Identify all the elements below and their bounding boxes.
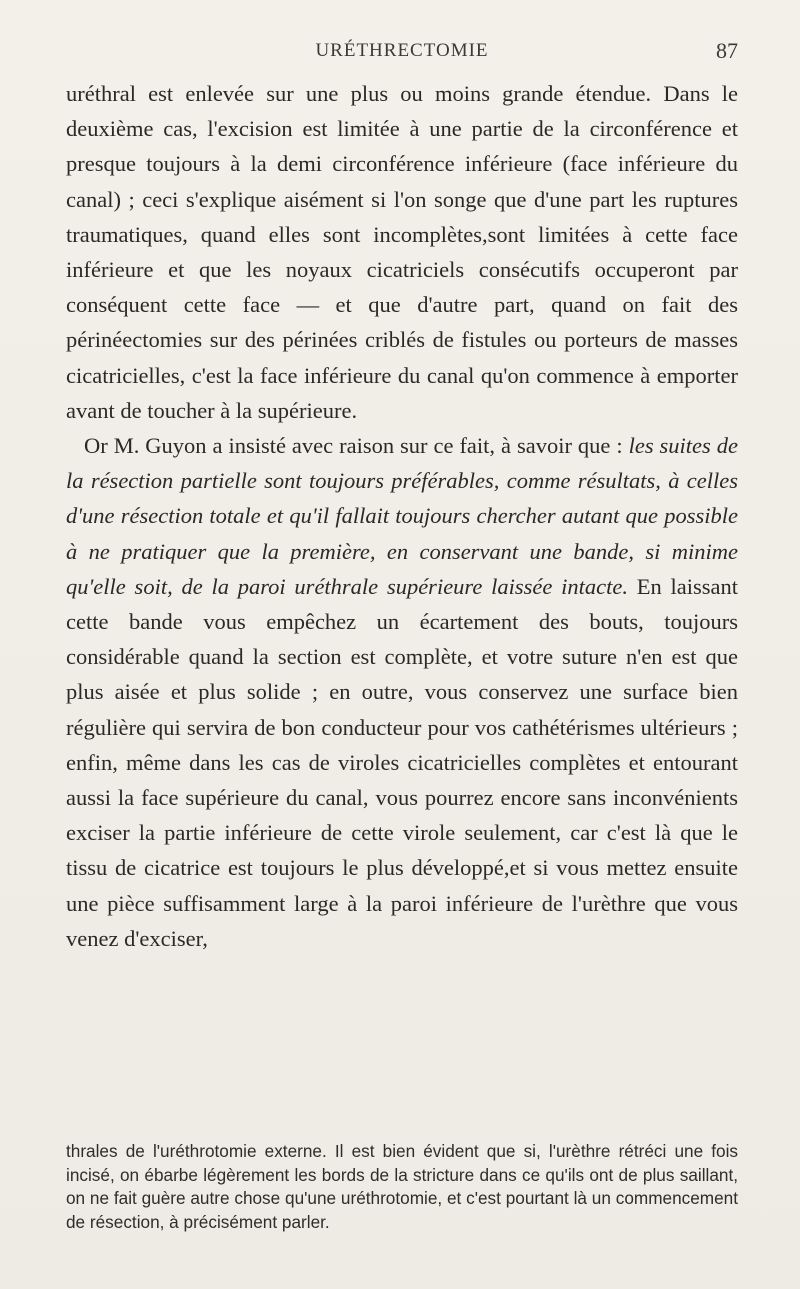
paragraph-2-intro: Or M. Guyon a insisté avec raison sur ce fait, à savoir que :	[84, 433, 629, 459]
paragraph-2	[66, 428, 738, 956]
paragraph-2-italic-quote: les suites de la résection partielle sont toujours préférables, comme résultats, à celles d'une résection totale et qu'il fallait toujours chercher autant que possible à ne pratiquer que la première, en conservant une bande, si minime qu'elle soit, de la paroi uréthrale supérieure laissée intacte.	[66, 433, 738, 599]
main-text	[66, 76, 738, 956]
footnote	[66, 1140, 738, 1234]
paragraph-2-rest: En laissant cette bande vous empêchez un écartement des bouts, toujours considérable quand la section est complète, et votre suture n'en est que plus aisée et plus solide ; en outre, vous conservez une surface bien régulière qui servira de bon conducteur pour vos cathétérismes ultérieurs ; enfin, même dans les cas de viroles cicatricielles complètes et entourant aussi la face supérieure du canal, vous pourrez encore sans inconvénients exciser la partie inférieure de cette virole seulement, car c'est là que le tissu de cicatrice est toujours le plus développé,et si vous mettez ensuite une pièce suffisamment large à la paroi inférieure de l'urèthre que vous venez d'exciser,	[66, 573, 738, 951]
paragraph-1: uréthral est enlevée sur une plus ou moins grande étendue. Dans le deuxième cas, l'excision est limitée à une partie de la circonférence et presque toujours à la demi circonférence inférieure (face inférieure du canal) ; ceci s'explique aisément si l'on songe que d'une part les ruptures traumatiques, quand elles sont incomplètes,sont limitées à cette face inférieure et que les noyaux cicatriciels consécutifs occuperont par conséquent cette face — et que d'autre part, quand on fait des périnéectomies sur des périnées criblés de fistules ou porteurs de masses cicatricielles, c'est la face inférieure du canal qu'on commence à emporter avant de toucher à la supérieure.	[66, 81, 738, 423]
page-header	[66, 40, 738, 68]
footnote-text: thrales de l'uréthrotomie externe. Il est bien évident que si, l'urèthre rétréci une fois incisé, on ébarbe légèrement les bords de la stricture dans ce qu'ils ont de plus saillant, on ne fait guère autre chose qu'une uréthrotomie, et c'est pourtant là un commencement de résection, à précisément parler.	[66, 1141, 738, 1232]
page-number: 87	[716, 38, 738, 63]
running-title: URÉTHRECTOMIE	[315, 40, 489, 61]
